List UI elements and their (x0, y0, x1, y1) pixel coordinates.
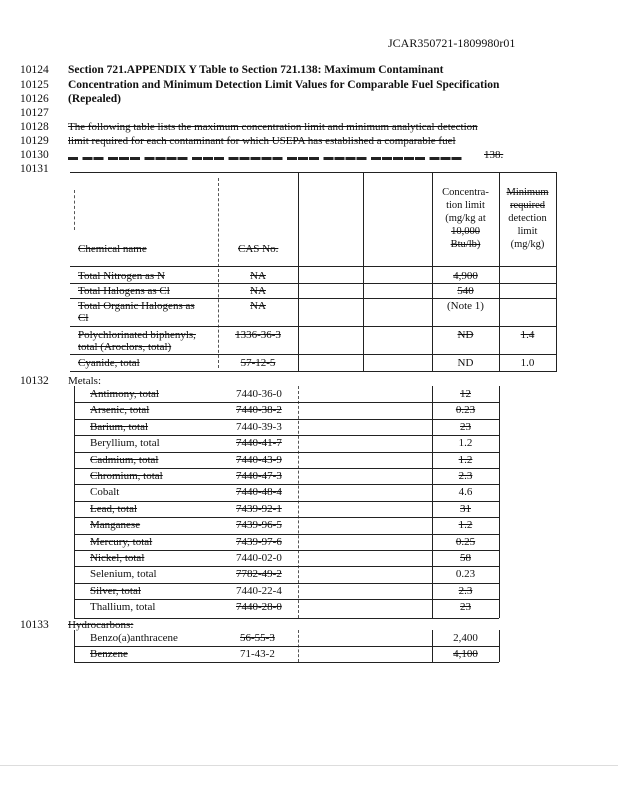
cas-number: 7440-43-9 (236, 454, 282, 466)
cas-number: 7440-28-0 (236, 601, 282, 613)
concentration-limit: 2,400 (453, 632, 478, 644)
cas-number: 7782-49-2 (236, 568, 282, 580)
hydrocarbons-section-label: Hydrocarbons: (68, 619, 134, 631)
line-number: 10133 (20, 619, 49, 631)
column-divider (499, 630, 500, 662)
cas-number: 56-55-3 (240, 632, 275, 644)
metals-section-label: Metals: (68, 375, 101, 387)
cas-number: 71-43-2 (240, 648, 275, 660)
chemical-name: Total Organic Halogens as (78, 300, 195, 312)
line-number: 10129 (20, 135, 49, 147)
column-divider (363, 172, 364, 372)
cas-number: 7440-38-2 (236, 404, 282, 416)
cas-number: 7440-41-7 (236, 437, 282, 449)
cas-number: NA (250, 270, 266, 282)
chemical-name-cont: total (Aroclors, total) (78, 341, 172, 353)
chemical-name: Beryllium, total (90, 437, 160, 449)
line-number: 10130 (20, 149, 49, 161)
concentration-limit: 2.3 (458, 470, 473, 482)
concentration-limit: ND (457, 329, 474, 341)
table-right-border (556, 172, 557, 372)
page-bottom-rule (0, 765, 618, 766)
concentration-limit: 4.6 (458, 486, 473, 498)
chemical-name: Cobalt (90, 486, 120, 498)
line-number: 10127 (20, 107, 49, 119)
header-text: Btu/lb) (450, 239, 481, 250)
line-number: 10125 (20, 79, 49, 91)
row-divider (74, 484, 499, 485)
concentration-limit: 1.2 (458, 454, 473, 466)
row-divider (74, 419, 499, 420)
cas-number: 1336-36-3 (235, 329, 281, 341)
chemical-name: Total Halogens as Cl (78, 285, 170, 297)
concentration-limit: (Note 1) (447, 300, 484, 312)
cas-number: NA (250, 300, 266, 312)
row-divider (74, 501, 499, 502)
cas-number: 7440-48-4 (236, 486, 282, 498)
header-text: Minimum (506, 187, 549, 198)
section-heading-line-2: Concentration and Minimum Detection Limit Values for Comparable Fuel Specification (68, 79, 500, 91)
concentration-limit: 4,100 (453, 648, 478, 660)
intro-line-2: limit required for each contaminant for which USEPA has established a comparable fuel (68, 135, 456, 147)
line-number: 10126 (20, 93, 49, 105)
intro-line-1: The following table lists the maximum concentration limit and minimum analytical detection (68, 121, 478, 133)
row-divider (74, 534, 499, 535)
chemical-name: Cyanide, total (78, 357, 140, 369)
header-text: (mg/kg) (510, 239, 545, 250)
section-heading-line-3: (Repealed) (68, 93, 122, 105)
table-top-border (70, 172, 556, 173)
chemical-name: Nickel, total (90, 552, 145, 564)
cas-number: NA (250, 285, 266, 297)
concentration-limit: 58 (460, 552, 471, 564)
concentration-limit: 2.3 (458, 585, 473, 597)
header-text: Concentra- (442, 187, 489, 198)
concentration-limit: 0.25 (455, 536, 476, 548)
cas-number: 57-12-5 (240, 357, 276, 369)
row-divider (70, 298, 556, 299)
header-text: 10,000 (451, 226, 480, 237)
row-divider (70, 354, 556, 355)
header-text: (mg/kg at (445, 213, 486, 224)
cas-number: 7439-97-6 (236, 536, 282, 548)
cas-number: 7440-36-0 (236, 388, 282, 400)
header-text: required (510, 200, 545, 211)
row-divider (70, 326, 556, 327)
detection-limit: 1.0 (520, 357, 535, 369)
section-heading-line-1: Section 721.APPENDIX Y Table to Section 721.138: Maximum Contaminant (68, 64, 444, 76)
chemical-name: Total Nitrogen as N (78, 270, 165, 282)
chemical-name: Benzo(a)anthracene (90, 632, 178, 644)
row-divider (74, 468, 499, 469)
column-divider (298, 172, 299, 372)
header-chemical-name: Chemical name (78, 243, 147, 255)
row-divider (74, 435, 499, 436)
chemical-name: Benzene (90, 648, 128, 660)
chemical-name: Antimony, total (90, 388, 159, 400)
row-divider (74, 646, 499, 647)
row-divider (70, 283, 556, 284)
line-number: 10128 (20, 121, 49, 133)
chemical-name-cont: Cl (78, 312, 89, 324)
intro-line-3-end: 138. (484, 149, 504, 161)
row-divider (74, 566, 499, 567)
chemical-name: Polychlorinated biphenyls, (78, 329, 196, 341)
column-divider (499, 386, 500, 618)
concentration-limit: 23 (460, 421, 471, 433)
cas-number: 7440-02-0 (236, 552, 282, 564)
document-id: JCAR350721-1809980r01 (388, 36, 516, 50)
concentration-limit: 1.2 (458, 437, 473, 449)
row-divider (74, 599, 499, 600)
cas-number: 7439-92-1 (236, 503, 282, 515)
chemical-name: Lead, total (90, 503, 138, 515)
row-divider (74, 583, 499, 584)
header-text: detection (508, 213, 547, 224)
line-number: 10124 (20, 64, 49, 76)
row-divider (74, 662, 499, 663)
header-cas-no: CAS No. (238, 243, 279, 255)
scan-smudge-line: ▬ ▬▬ ▬▬▬ ▬▬▬▬ ▬▬▬ ▬▬▬▬▬ ▬▬▬ ▬▬▬▬ ▬▬▬▬▬ ▬▬▬ (68, 152, 463, 163)
cas-number: 7440-47-3 (236, 470, 282, 482)
row-divider (74, 517, 499, 518)
row-divider (70, 371, 556, 372)
header-text: tion limit (446, 200, 485, 211)
concentration-limit: 0.23 (455, 568, 476, 580)
line-number: 10132 (20, 375, 49, 387)
header-minimum-detection-limit (499, 186, 556, 251)
chemical-name: Thallium, total (90, 601, 156, 613)
chemical-name: Chromium, total (90, 470, 163, 482)
chemical-name: Barium, total (90, 421, 149, 433)
chemical-name: Mercury, total (90, 536, 153, 548)
chemical-name: Selenium, total (90, 568, 157, 580)
chemical-name: Manganese (90, 519, 141, 531)
row-divider (74, 452, 499, 453)
header-concentration-limit (432, 186, 499, 251)
concentration-limit: 1.2 (458, 519, 473, 531)
chemical-name: Cadmium, total (90, 454, 159, 466)
line-number: 10131 (20, 163, 49, 175)
concentration-limit: 31 (460, 503, 471, 515)
metals-bottom-border (74, 618, 499, 619)
cas-number: 7440-22-4 (236, 585, 282, 597)
cas-number: 7439-96-5 (236, 519, 282, 531)
row-divider (70, 266, 556, 267)
concentration-limit: ND (457, 357, 474, 369)
column-divider-dashed (74, 190, 75, 230)
concentration-limit: 4,900 (453, 270, 478, 282)
chemical-name: Arsenic, total (90, 404, 150, 416)
chemical-name: Silver, total (90, 585, 141, 597)
concentration-limit: 0.23 (455, 404, 476, 416)
concentration-limit: 23 (460, 601, 471, 613)
header-text: limit (517, 226, 538, 237)
concentration-limit: 540 (457, 285, 474, 297)
detection-limit: 1.4 (520, 329, 535, 341)
row-divider (74, 402, 499, 403)
cas-number: 7440-39-3 (236, 421, 282, 433)
row-divider (74, 550, 499, 551)
concentration-limit: 12 (460, 388, 471, 400)
